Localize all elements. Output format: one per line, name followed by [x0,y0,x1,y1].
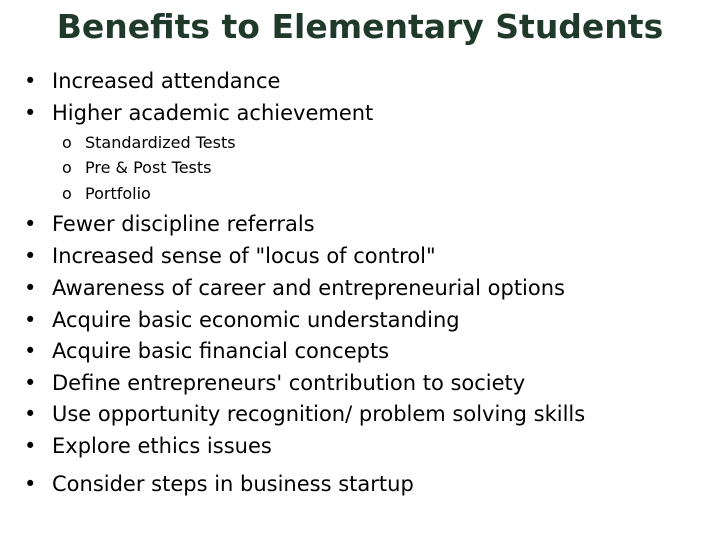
bullet-icon: • [24,101,37,125]
sub-bullet-icon: o [62,133,72,152]
bullet-icon: • [24,308,37,332]
list-item-text: Define entrepreneurs' contribution to society [52,371,526,395]
bullet-icon: • [24,434,37,458]
sub-list-item-text: Pre & Post Tests [85,158,212,177]
sub-list-item-text: Portfolio [85,184,151,203]
list-item-text: Fewer discipline referrals [52,212,315,236]
bullet-icon: • [24,244,37,268]
list-item-text: Awareness of career and entrepreneurial options [52,276,565,300]
bullet-icon: • [24,212,37,236]
bullet-icon: • [24,69,37,93]
list-item-text: Use opportunity recognition/ problem solving skills [52,402,586,426]
bullet-icon: • [24,472,37,496]
sub-list-item-text: Standardized Tests [85,133,236,152]
list-item-text: Consider steps in business startup [52,472,414,496]
list-item-text: Acquire basic economic understanding [52,308,460,332]
bullet-icon: • [24,276,37,300]
list-item-text: Increased attendance [52,69,281,93]
slide-title: Benefits to Elementary Students [56,7,664,46]
list-item-text: Higher academic achievement [52,101,374,125]
bullet-icon: • [24,402,37,426]
bullet-icon: • [24,371,37,395]
list-item-text: Explore ethics issues [52,434,272,458]
list-item-text: Acquire basic financial concepts [52,339,390,363]
list-item-text: Increased sense of "locus of control" [52,244,436,268]
bullet-icon: • [24,339,37,363]
sub-bullet-icon: o [62,158,72,177]
sub-bullet-icon: o [62,184,72,203]
